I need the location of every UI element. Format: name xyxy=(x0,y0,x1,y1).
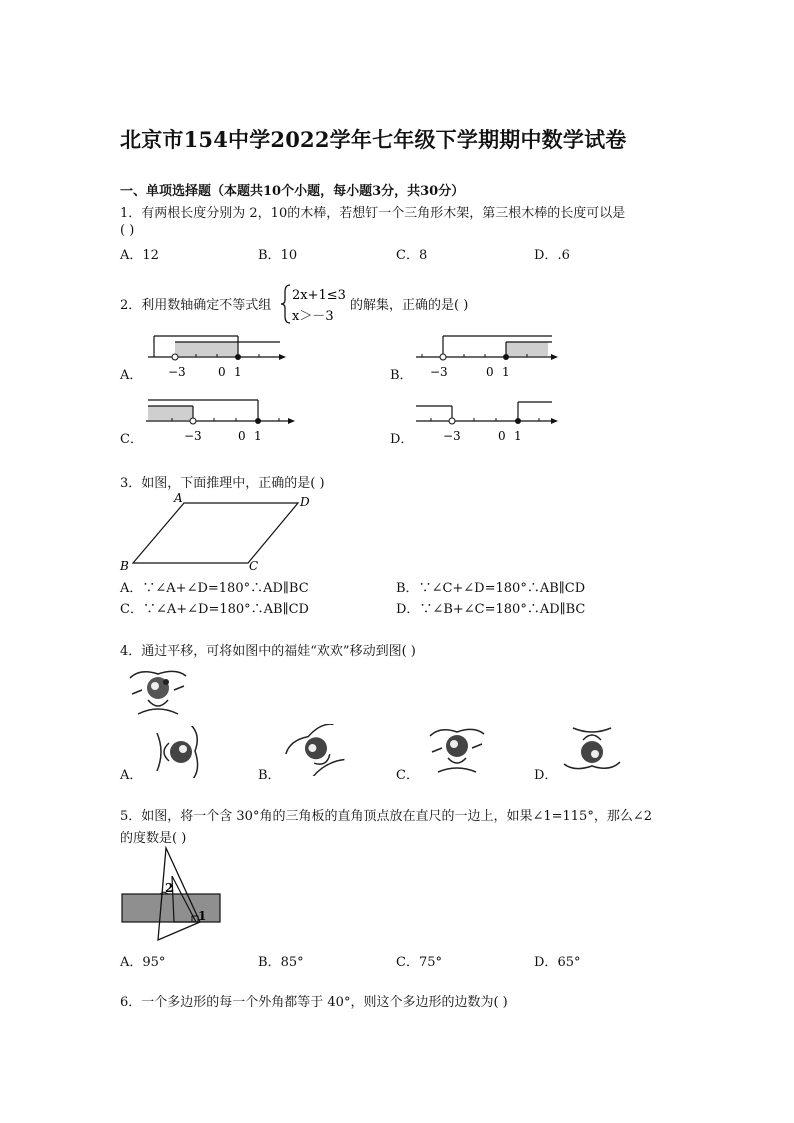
shaded-region xyxy=(175,342,238,356)
brace-icon xyxy=(281,285,290,323)
q2-option-a-label: A． xyxy=(120,368,143,383)
q1-paren: ( ) xyxy=(120,223,135,238)
point-label-a: A xyxy=(174,491,183,505)
q5-option-a: A．95° xyxy=(120,955,166,970)
q2-option-b-numberline xyxy=(412,330,562,382)
q5-option-b: B．85° xyxy=(258,955,304,970)
q2-option-c-label: C． xyxy=(120,432,143,447)
point-label-b: B xyxy=(120,559,129,573)
shaded-region xyxy=(506,342,548,356)
svg-text:−3: −3 xyxy=(443,429,461,443)
q5-option-c: C．75° xyxy=(396,955,442,970)
svg-text:0: 0 xyxy=(218,365,226,379)
q5-stem: 5．如图，将一个含 30°角的三角板的直角顶点放在直尺的一边上，如果∠1=115°，那么∠2 xyxy=(120,809,652,824)
mascot-icon xyxy=(564,728,620,769)
q4-option-d-mascot xyxy=(560,722,624,776)
svg-text:0: 0 xyxy=(498,429,506,443)
q5-option-d: D．65° xyxy=(534,955,581,970)
q2-stem xyxy=(120,294,271,313)
point-label-c: C xyxy=(249,559,259,573)
mascot-icon xyxy=(130,671,186,714)
point-label-d: D xyxy=(300,495,310,509)
q2-option-b-label: B． xyxy=(390,368,413,383)
q2-option-d-numberline xyxy=(412,394,562,446)
q4-option-b-mascot xyxy=(284,724,350,776)
svg-text:1: 1 xyxy=(502,365,510,379)
svg-text:1: 1 xyxy=(514,429,522,443)
angle-label-2: 2 xyxy=(165,881,174,895)
svg-text:0: 0 xyxy=(486,365,494,379)
svg-text:1: 1 xyxy=(254,429,262,443)
q2-option-d-label: D． xyxy=(390,432,414,447)
mascot-icon xyxy=(430,729,484,772)
angle-label-1: 1 xyxy=(198,909,207,923)
q5-ruler-triangle-figure xyxy=(118,846,228,946)
parallelogram-shape xyxy=(133,503,298,563)
q3-option-b: B．∵∠C+∠D=180°∴AB∥CD xyxy=(396,581,586,596)
mascot-icon xyxy=(157,726,198,778)
svg-text:0: 0 xyxy=(238,429,246,443)
q3-option-d: D．∵∠B+∠C=180°∴AD∥BC xyxy=(396,602,586,617)
q4-option-a-mascot xyxy=(148,726,210,778)
q4-option-c-mascot xyxy=(424,722,490,776)
q4-option-d-label: D． xyxy=(534,768,558,783)
q2-stem-suffix: 的解集，正确的是( ) xyxy=(350,298,469,313)
mascot-icon xyxy=(284,724,350,776)
q2-option-c-numberline xyxy=(140,394,298,446)
section-heading: 一、单项选择题（本题共10个小题，每小题3分，共30分） xyxy=(120,184,465,199)
q6-stem: 6．一个多边形的每一个外角都等于 40°，则这个多边形的边数为( ) xyxy=(120,995,508,1010)
q1-option-c: C．8 xyxy=(396,248,428,263)
q3-option-c: C．∵∠A+∠D=180°∴AB∥CD xyxy=(120,602,309,617)
q1-option-d: D．.6 xyxy=(534,248,570,263)
q4-stem: 4．通过平移，可将如图中的福娃“欢欢”移动到图( ) xyxy=(120,644,416,659)
q4-option-b-label: B． xyxy=(258,768,281,783)
q1-option-b: B．10 xyxy=(258,248,298,263)
q1-option-a: A．12 xyxy=(120,248,159,263)
shaded-region xyxy=(148,406,193,420)
page-title: 北京市154中学2022学年七年级下学期期中数学试卷 xyxy=(120,127,627,152)
q2-ineq2: x＞－3 xyxy=(292,309,334,324)
svg-text:1: 1 xyxy=(234,365,242,379)
svg-text:−3: −3 xyxy=(168,365,186,379)
q4-option-c-label: C． xyxy=(396,768,419,783)
q3-parallelogram-figure xyxy=(116,490,316,574)
q2-ineq1: 2x+1≤3 xyxy=(292,288,346,303)
q4-option-a-label: A． xyxy=(120,768,143,783)
q5-stem-2: 的度数是( ) xyxy=(120,831,187,846)
q3-stem: 3．如图，下面推理中，正确的是( ) xyxy=(120,476,325,491)
q1-stem: 1．有两根长度分别为 2，10的木棒，若想钉一个三角形木架，第三根木棒的长度可以是 xyxy=(120,206,626,221)
svg-text:−3: −3 xyxy=(184,429,202,443)
q2-option-a-numberline xyxy=(140,330,290,382)
q2-inequality-system xyxy=(280,282,350,326)
svg-text:−3: −3 xyxy=(430,365,448,379)
q4-mascot-original xyxy=(124,664,192,718)
q2-stem-prefix: 2．利用数轴确定不等式组 xyxy=(120,298,272,313)
q3-option-a: A．∵∠A+∠D=180°∴AD∥BC xyxy=(120,581,309,596)
